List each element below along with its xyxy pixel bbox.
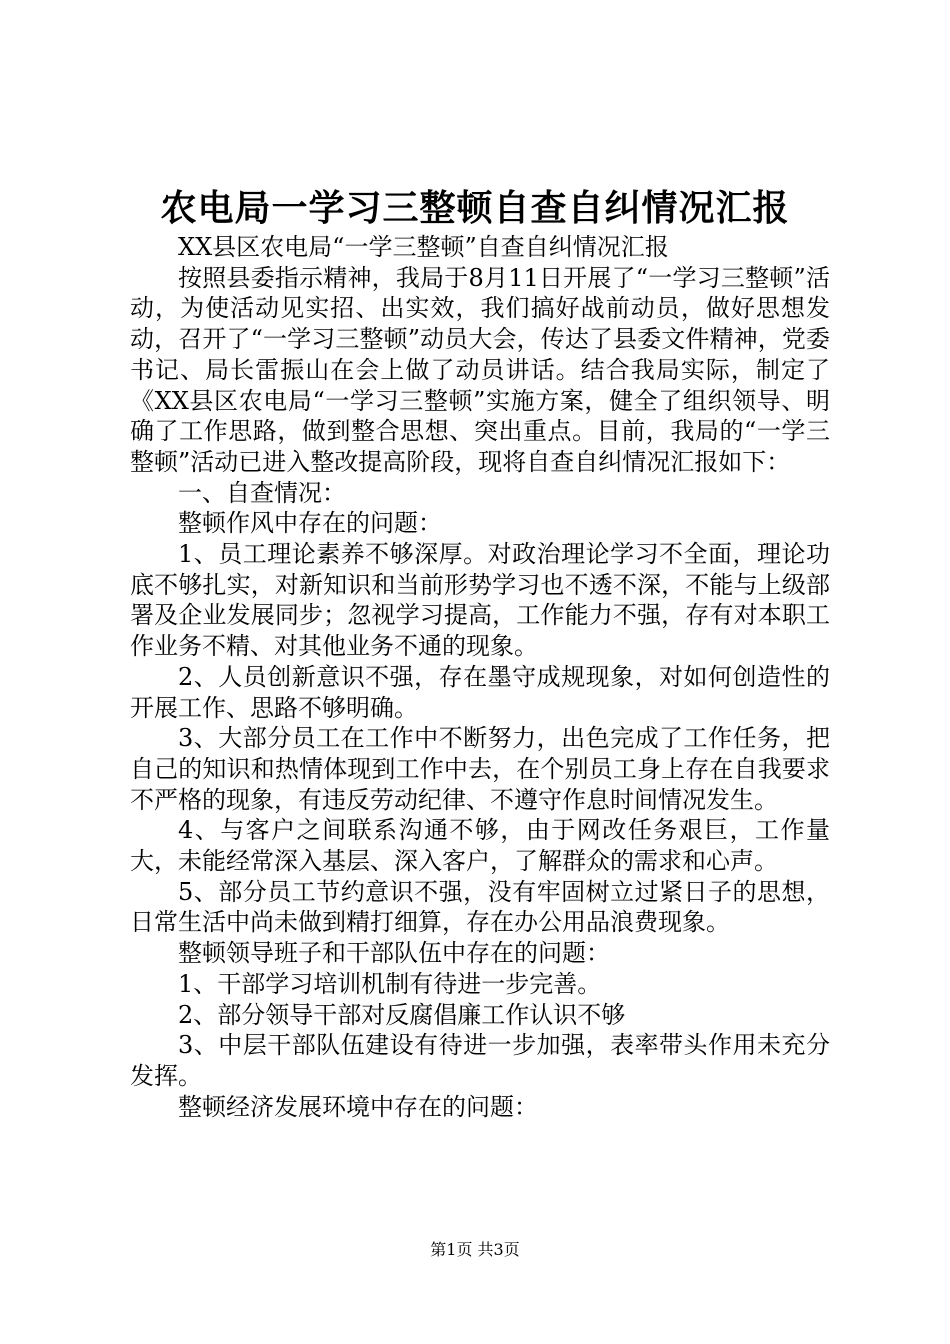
list-item: 4、与客户之间联系沟通不够，由于网改任务艰巨，工作量大，未能经常深入基层、深入客户，了解群众的需求和心声。 [130,816,830,876]
list-item: 1、员工理论素养不够深厚。对政治理论学习不全面，理论功底不够扎实，对新知识和当前形势学习也不透不深，不能与上级部署及企业发展同步；忽视学习提高，工作能力不强，存有对本职工作业务不精、对其他业务不通的现象。 [130,540,830,661]
subsection-heading: 整顿经济发展环境中存在的问题： [178,1092,538,1121]
page-number: 第1页 共3页 [430,1240,520,1259]
list-item: 2、人员创新意识不强，存在墨守成规现象，对如何创造性的开展工作、思路不够明确。 [130,662,830,722]
list-item: 2、部分领导干部对反腐倡廉工作认识不够 [178,1000,626,1029]
subsection-heading: 整顿作风中存在的问题： [178,509,442,538]
subsection-heading: 整顿领导班子和干部队伍中存在的问题： [178,939,610,968]
list-item: 3、大部分员工在工作中不断努力，出色完成了工作任务，把自己的知识和热情体现到工作中去，在个别员工身上存在自我要求不严格的现象，有违反劳动纪律、不遵守作息时间情况发生。 [130,724,830,814]
list-item: 3、中层干部队伍建设有待进一步加强，表率带头作用未充分发挥。 [130,1031,830,1090]
document-body [130,232,830,1122]
paragraph: 按照县委指示精神，我局于8月11日开展了“一学习三整顿”活动，为使活动见实招、出实效，我们搞好战前动员，做好思想发动，召开了“一学习三整顿”动员大会，传达了县委文件精神，党委书记、局长雷振山在会上做了动员讲话。结合我局实际，制定了《XX县区农电局“一学习三整顿”实施方案，健全了组织领导、明确了工作思路，做到整合思想、突出重点。目前，我局的“一学三整顿”活动已进入整改提高阶段，现将自查自纠情况汇报如下： [130,263,830,476]
list-item: 1、干部学习培训机制有待进一步完善。 [178,969,602,998]
list-item: 5、部分员工节约意识不强，没有牢固树立过紧日子的思想，日常生活中尚未做到精打细算，存在办公用品浪费现象。 [130,877,830,937]
paragraph: XX县区农电局“一学三整顿”自查自纠情况汇报 [178,233,669,261]
section-heading: 一、自查情况： [178,478,346,507]
document-title: 农电局一学习三整顿自查自纠情况汇报 [160,187,790,229]
